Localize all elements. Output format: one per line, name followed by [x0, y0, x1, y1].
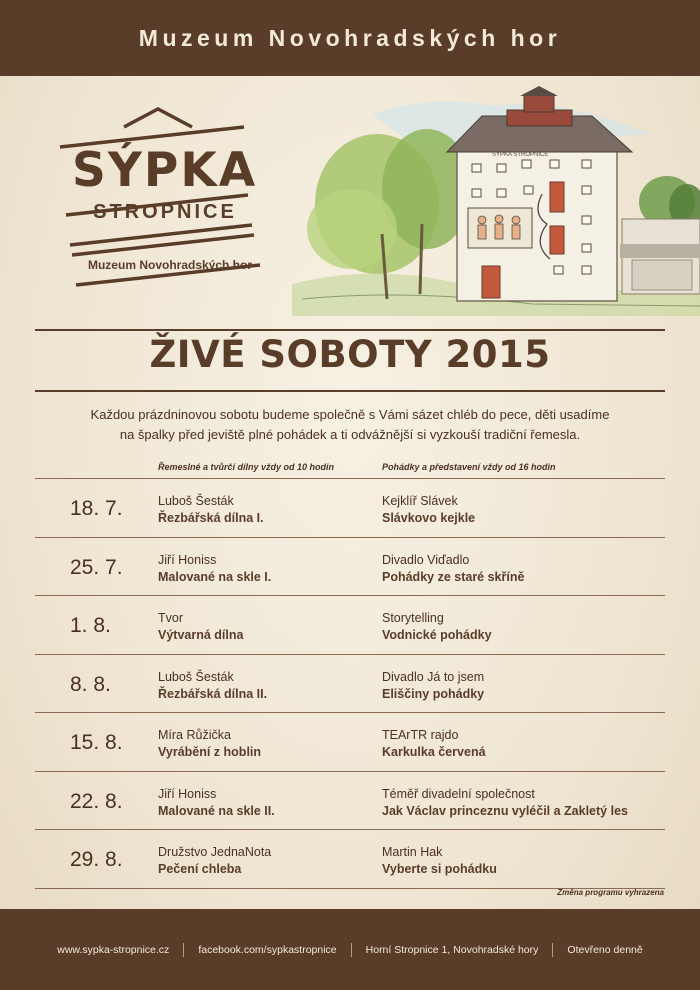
craft-title: Vyrábění z hoblin	[158, 745, 262, 759]
row-date: 22. 8.	[70, 789, 123, 813]
craft-host: Luboš Šesták	[158, 494, 234, 508]
show-title: Vodnické pohádky	[382, 628, 492, 642]
footer-separator	[552, 943, 553, 957]
craft-host: Jiří Honiss	[158, 552, 217, 567]
show-title: Karkulka červená	[382, 745, 486, 759]
craft-title: Řezbářská dílna I.	[158, 511, 264, 525]
divider-bottom	[35, 390, 665, 392]
show-host: Kejklíř Slávek	[382, 494, 458, 508]
footer-bar	[0, 909, 700, 990]
show-host: TEArTR rajdo	[382, 728, 459, 742]
show-title: Jak Václav princeznu vyléčil a Zakletý les	[382, 803, 628, 818]
craft-title: Malované na skle I.	[158, 569, 272, 584]
table-row	[35, 771, 665, 830]
craft-host: Jiří Honiss	[158, 786, 217, 801]
divider-top	[35, 329, 665, 331]
logo-place: STROPNICE	[93, 201, 237, 223]
column-header-crafts: Řemeslné a tvůrčí dílny vždy od 10 hodin	[158, 462, 335, 472]
intro-line-1: Každou prázdninovou sobotu budeme společně s Vámi sázet chléb do pece, děti usadíme	[90, 407, 610, 422]
logo-subtitle: Muzeum Novohradských hor	[87, 258, 253, 272]
program-table	[35, 478, 665, 889]
program-note: Změna programu vyhrazena	[557, 888, 664, 897]
row-date: 29. 8.	[70, 848, 123, 871]
header-title: Muzeum Novohradských hor	[138, 24, 562, 51]
table-row	[35, 829, 665, 889]
header-bar	[0, 0, 700, 76]
table-row	[35, 712, 665, 771]
footer-separator	[351, 943, 352, 957]
intro-text	[50, 405, 650, 445]
craft-title: Malované na skle II.	[158, 803, 275, 818]
show-host: Storytelling	[382, 611, 444, 625]
craft-title: Řezbářská dílna II.	[158, 686, 268, 701]
footer-address: Horní Stropnice 1, Novohradské hory	[365, 943, 539, 956]
show-title: Eliščiny pohádky	[382, 686, 485, 701]
craft-host: Družstvo JednaNota	[158, 845, 272, 859]
footer-facebook-link[interactable]: facebook.com/sypkastropnice	[198, 943, 337, 956]
show-host: Divadlo Já to jsem	[382, 669, 485, 684]
page-title: ŽIVÉ SOBOTY 2015	[149, 333, 551, 376]
show-host: Martin Hak	[382, 845, 443, 859]
show-title: Pohádky ze staré skříně	[382, 569, 525, 584]
table-row	[35, 478, 665, 537]
table-row	[35, 654, 665, 713]
show-title: Vyberte si pohádku	[382, 862, 497, 876]
intro-line-2: na špalky před jeviště plné pohádek a ti odvážnější si vyzkouší tradiční řemesla.	[119, 427, 581, 442]
column-header-shows: Pohádky a představení vždy od 16 hodin	[382, 462, 556, 472]
row-date: 1. 8.	[70, 614, 111, 637]
table-row	[35, 537, 665, 596]
row-date: 15. 8.	[70, 731, 123, 754]
row-date: 25. 7.	[70, 555, 123, 579]
table-row	[35, 595, 665, 654]
footer-opening: Otevřeno denně	[567, 943, 643, 956]
row-date: 8. 8.	[70, 672, 111, 696]
logo	[58, 105, 268, 290]
craft-title: Výtvarná dílna	[158, 628, 244, 642]
footer-website-link[interactable]: www.sypka-stropnice.cz	[57, 943, 170, 956]
show-host: Téměř divadelní společnost	[382, 786, 535, 801]
show-title: Slávkovo kejkle	[382, 511, 476, 525]
show-host: Divadlo Viďadlo	[382, 552, 470, 567]
craft-host: Míra Růžička	[158, 728, 231, 742]
craft-host: Tvor	[158, 611, 183, 625]
footer-separator	[183, 943, 184, 957]
craft-title: Pečení chleba	[158, 862, 242, 876]
granary-illustration	[292, 84, 700, 316]
row-date: 18. 7.	[70, 497, 123, 520]
craft-host: Luboš Šesták	[158, 669, 234, 684]
building-sign: SÝPKA STROPNICE	[492, 152, 549, 158]
logo-name: SÝPKA	[72, 143, 258, 198]
